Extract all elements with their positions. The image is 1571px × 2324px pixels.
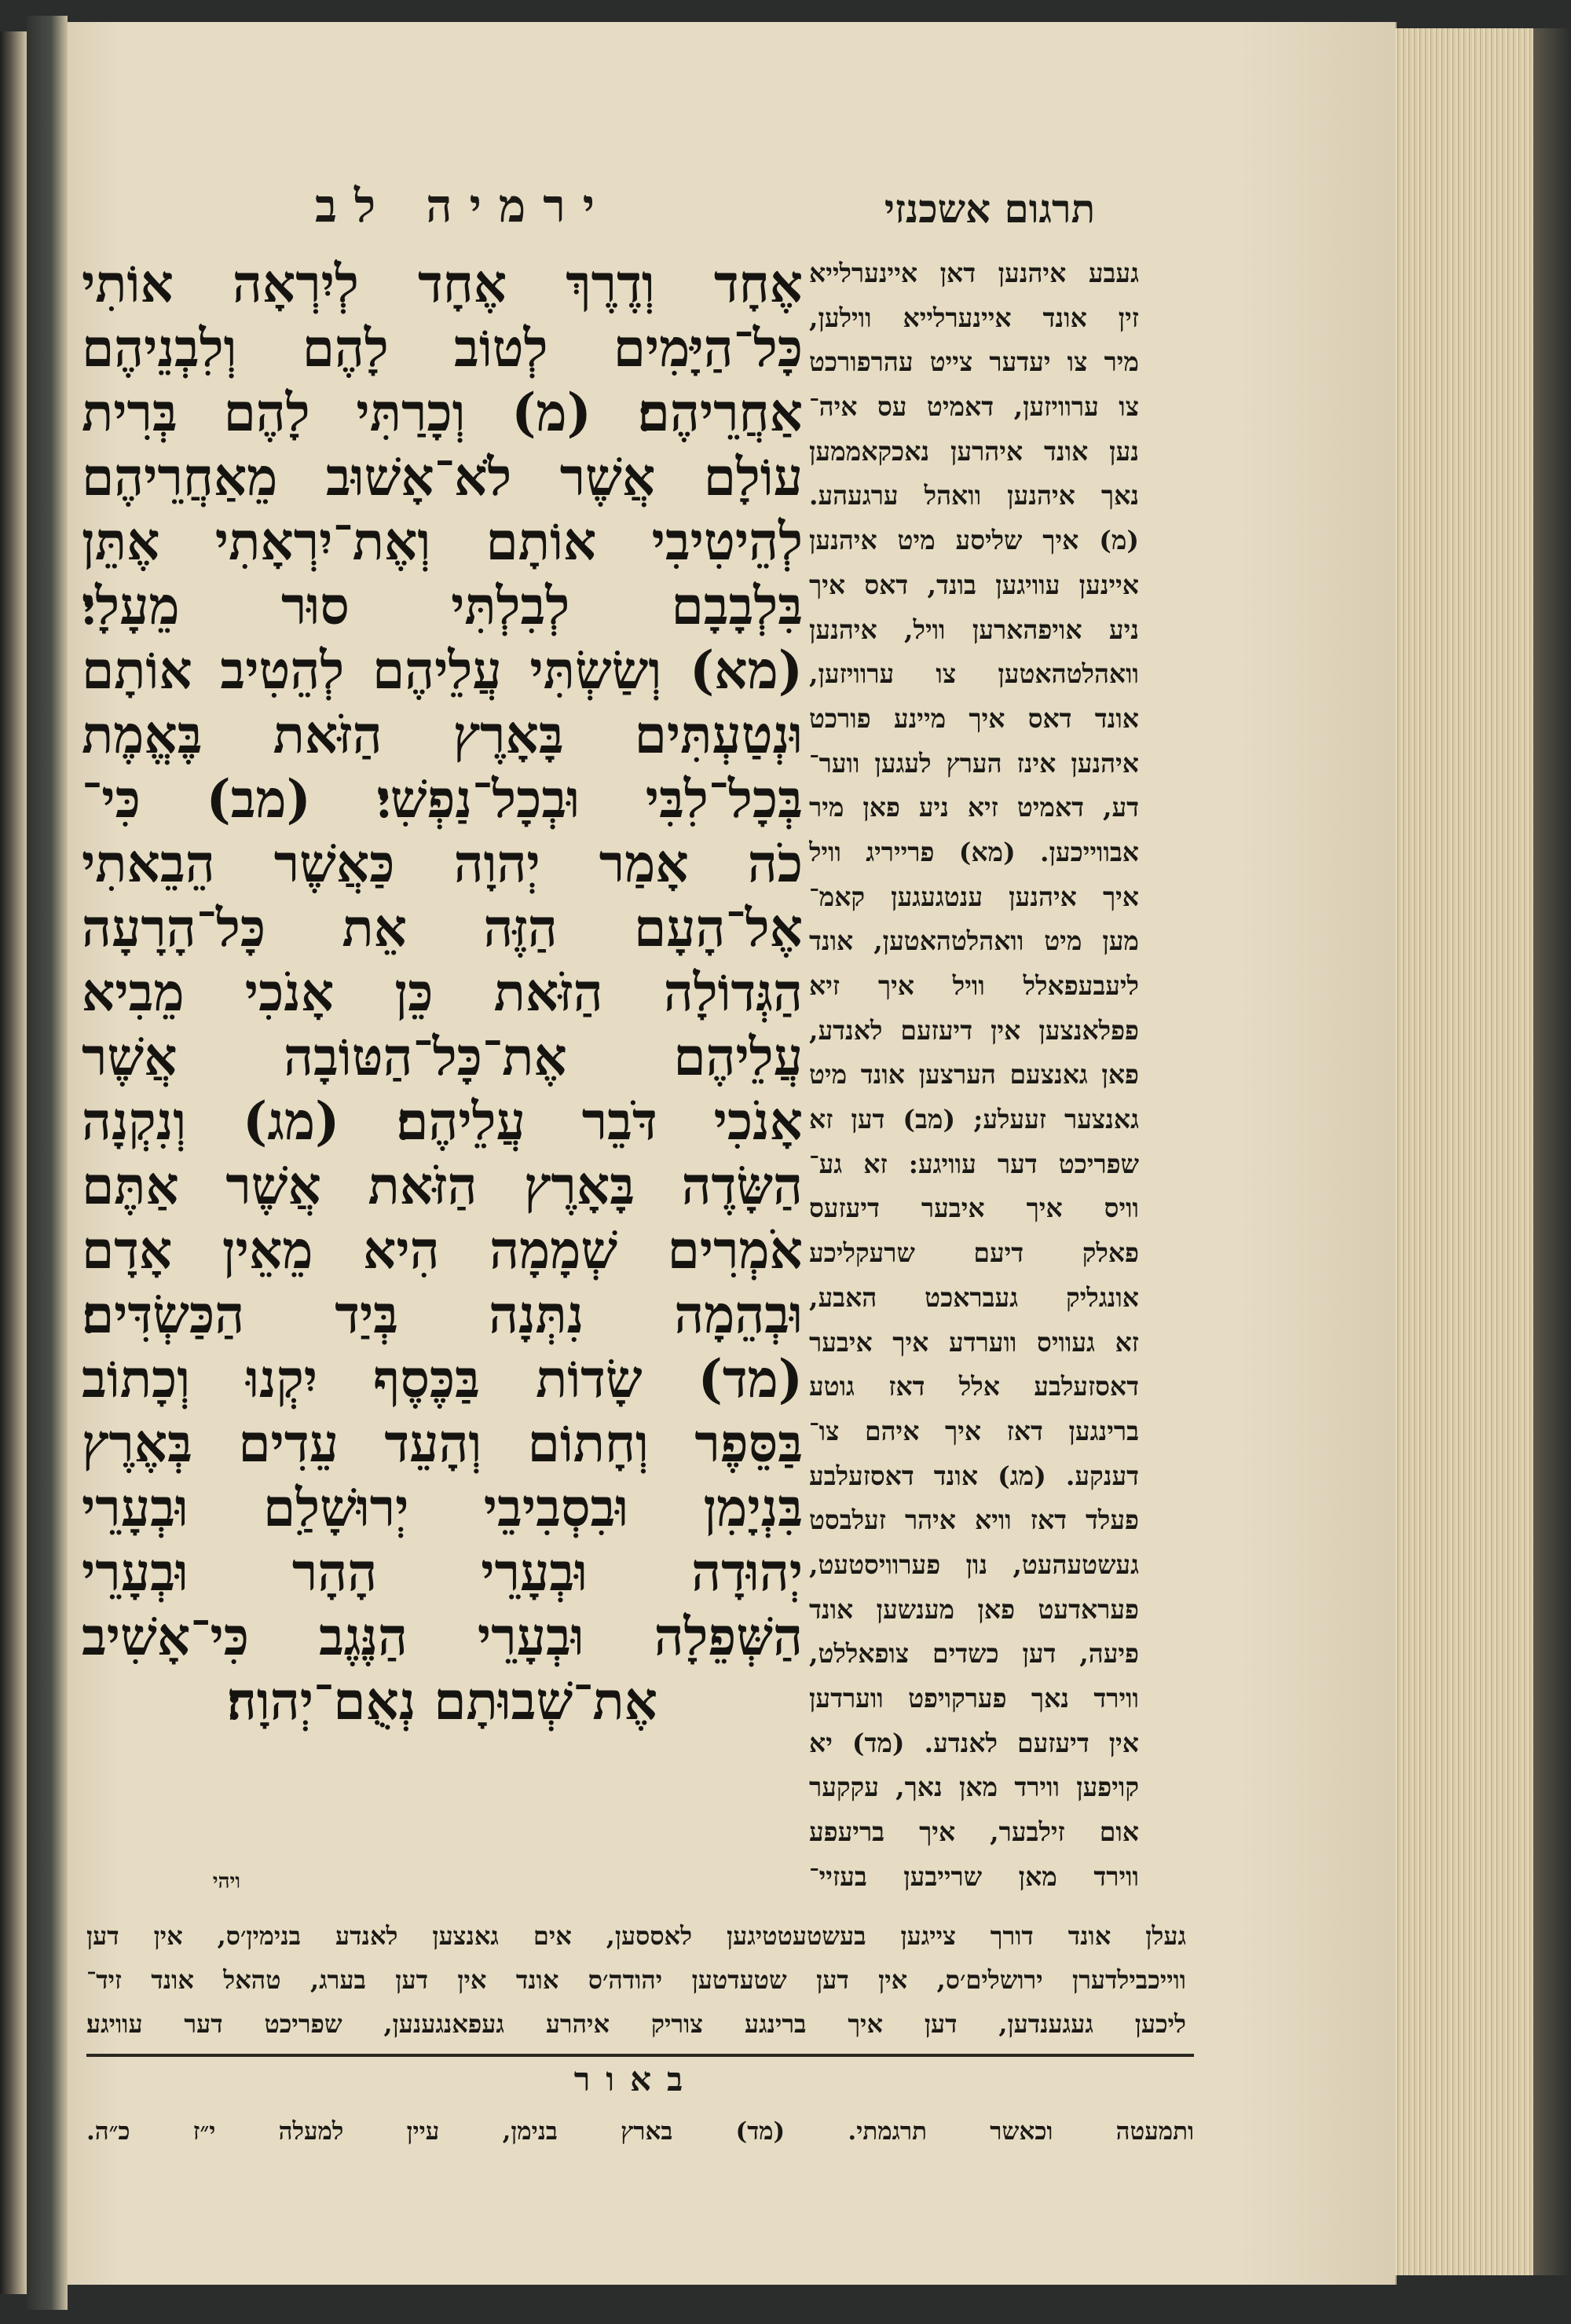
translation-line: איהנען אינז הערץ לעגען ווער־ bbox=[809, 747, 1139, 779]
page-stack-edge bbox=[1395, 28, 1536, 2275]
hebrew-line: בִּנְיָמִן וּבִסְבִיבֵי יְרוּשָׁלִַם וּבְעָרֵי bbox=[82, 1477, 803, 1538]
translation-line: זא געוויס ווערדע איך איבער bbox=[809, 1326, 1139, 1358]
hebrew-line: כָּל־הַיָּמִים לְטוֹב לָהֶם וְלִבְנֵיהֶם bbox=[82, 317, 803, 379]
continuation-line: געלן אונד דורך צייגען בעשטעטטיגען לאססען, אים גאנצען לאנדע בנימין׳ס, אין דען bbox=[86, 1921, 1186, 1951]
left-page-edge bbox=[0, 31, 27, 2294]
translation-continuation bbox=[86, 1914, 1186, 2055]
hebrew-line: (מא) וְשַׂשְׂתִּי עֲלֵיהֶם לְהֵטִיב אוֹתָם bbox=[82, 640, 803, 701]
catchword: ויהי bbox=[212, 1870, 240, 1893]
hebrew-line: אֶת־שְׁבוּתָם נְאֻם־יְהוָה׃ bbox=[226, 1670, 658, 1732]
translation-column bbox=[809, 251, 1139, 1923]
hebrew-line: אָנֹכִי דֹּבֵר עֲלֵיהֶם׃ (מג) וְנִקְנָה bbox=[82, 1091, 803, 1152]
translation-line: אין דיעזעם לאנדע. (מד) יא bbox=[809, 1727, 1139, 1758]
hebrew-line: אַחֲרֵיהֶם׃ (מ) וְכָרַתִּי לָהֶם בְּרִית bbox=[82, 382, 803, 443]
translation-line: ליעבעפאלל וויל איך זיא bbox=[809, 970, 1139, 1001]
translation-line: פעלד דאז וויא איהר זעלבסט bbox=[809, 1505, 1139, 1536]
translation-line: גאנצער זעעלע; (מב) דען זא bbox=[809, 1104, 1139, 1135]
translation-line: וואהלטהאטען צו ערוויזען, bbox=[809, 658, 1139, 690]
translation-line: ברינגען דאז איך איהם צו־ bbox=[809, 1415, 1139, 1446]
continuation-line: ווייכבילדערן ירושלים׳ס, אין דען שטעדטען יהודה׳ס אונד אין דען בערג, טהאל אונד זיד־ bbox=[86, 1965, 1186, 1995]
continuation-line: ליכען געגענדען, דען איך ברינגע צוריק איהרע געפאנגענען, שפריכט דער עוויגע׃ bbox=[86, 2009, 1186, 2039]
commentary-text: ותמעטה וכאשר תרגמתי. (מד) בארץ בנימן, עיין למעלה י״ז כ״ה. bbox=[86, 2117, 1194, 2146]
translation-line: מיר צו יעדער צייט עהרפורכט bbox=[809, 346, 1139, 378]
translation-line: וויס איך איבער דיעזעס bbox=[809, 1193, 1139, 1224]
hebrew-line: וּבְהֵמָה נִתְּנָה בְּיַד הַכַּשְׂדִּים׃ bbox=[82, 1284, 803, 1345]
translation-line: נען אונד איהרען נאכקאממען bbox=[809, 435, 1139, 467]
horizontal-rule bbox=[86, 2054, 1194, 2057]
translation-line: געשטעהעט, נון פערוויסטעט, bbox=[809, 1549, 1139, 1580]
hebrew-line: (מד) שָׂדוֹת בַּכֶּסֶף יִקְנוּ וְכָתוֹב bbox=[82, 1348, 803, 1409]
hebrew-line: לְהֵיטִיבִי אוֹתָם וְאֶת־יִרְאָתִי אֶתֵּן bbox=[82, 511, 803, 572]
translation-line: פעראדעט פאן מענשען אונד bbox=[809, 1593, 1139, 1625]
translation-line: קויפען ווירד מאן נאך, עקקער bbox=[809, 1772, 1139, 1803]
translation-line: פפלאנצען אין דיעזעם לאנדע, bbox=[809, 1014, 1139, 1046]
translation-line: אונגליק געבראכט האבע, bbox=[809, 1281, 1139, 1313]
translation-line: ניע אויפהארען וויל, איהנען bbox=[809, 614, 1139, 645]
hebrew-text-column bbox=[82, 251, 803, 1941]
book-edge-shadow bbox=[1533, 28, 1571, 2275]
translation-line: דע, דאמיט זיא ניע פאן מיר bbox=[809, 792, 1139, 823]
commentary-heading: באור bbox=[573, 2060, 699, 2099]
translation-line: נאך איהנען וואהל ערגעהע. bbox=[809, 480, 1139, 511]
hebrew-line: וּנְטַעְתִּים בָּאָרֶץ הַזֹּאת בֶּאֱמֶת bbox=[82, 704, 803, 765]
hebrew-line: עֲלֵיהֶם אֶת־כָּל־הַטּוֹבָה אֲשֶׁר bbox=[82, 1026, 803, 1087]
translation-line: צו ערוויזען, דאמיט עס איה־ bbox=[809, 391, 1139, 423]
translation-line: זין אונד איינערלייא ווילען, bbox=[809, 302, 1139, 333]
hebrew-line: הַשְּׁפֵלָה וּבְעָרֵי הַנֶּגֶב כִּי־אָשִׁיב bbox=[82, 1606, 803, 1667]
translation-line: מען מיט וואהלטהאטען, אונד bbox=[809, 926, 1139, 957]
translation-line: איינען עוויגען בונד, דאס איך bbox=[809, 569, 1139, 600]
hebrew-line: אֶל־הָעָם הַזֶּה אֵת כָּל־הָרָעָה bbox=[82, 897, 803, 959]
translation-line: געבע איהנען דאן איינערלייא bbox=[809, 258, 1139, 288]
hebrew-line: אֹמְרִים שְׁמָמָה הִיא מֵאֵין אָדָם bbox=[82, 1219, 803, 1281]
running-head-book-chapter: ירמיה לב bbox=[315, 179, 612, 233]
hebrew-line: הַגְּדוֹלָה הַזֹּאת כֵּן אָנֹכִי מֵבִיא bbox=[82, 962, 803, 1023]
book-spine-gutter bbox=[27, 16, 68, 2310]
translation-line: דאסזעלבע אלל דאז גוטע bbox=[809, 1371, 1139, 1402]
translation-line: פיעה, דען כשדים צופאללט, bbox=[809, 1638, 1139, 1670]
translation-line: דענקע. (מג) אונד דאסזעלבע bbox=[809, 1460, 1139, 1491]
translation-line: פאן גאנצעם הערצען אונד מיט bbox=[809, 1059, 1139, 1091]
translation-line: אונד דאס איך מיינע פורכט bbox=[809, 702, 1139, 734]
hebrew-line: בִּלְבָבָם לְבִלְתִּי סוּר מֵעָלָי׃ bbox=[82, 575, 803, 636]
translation-line: ווירד נאך פערקויפט ווערדען bbox=[809, 1683, 1139, 1714]
hebrew-line: יְהוּדָה וּבְעָרֵי הָהָר וּבְעָרֵי bbox=[82, 1541, 803, 1603]
hebrew-line: כֹה אָמַר יְהוָה כַּאֲשֶׁר הֵבֵאתִי bbox=[82, 833, 803, 894]
running-head-translation: תרגום אשכנזי bbox=[884, 185, 1096, 232]
hebrew-line: הַשָּׂדֶה בָּאָרֶץ הַזֹּאת אֲשֶׁר אַתֶּם bbox=[82, 1155, 803, 1216]
hebrew-line: אֶחָד וְדֶרֶךְ אֶחָד לְיִרְאָה אוֹתִי bbox=[82, 253, 803, 314]
translation-line: אום זילבער, איך בריעפע bbox=[809, 1816, 1139, 1848]
hebrew-line: עוֹלָם אֲשֶׁר לֹא־אָשׁוּב מֵאַחֲרֵיהֶם bbox=[82, 446, 803, 508]
translation-line: אבווייכען. (מא) פרייריג וויל bbox=[809, 836, 1139, 867]
translation-line: פאלק דיעם שרעקליכע bbox=[809, 1237, 1139, 1269]
hebrew-line: בַּסֵּפֶר וְחָתוֹם וְהָעֵד עֵדִים בְּאֶרֶץ bbox=[82, 1413, 803, 1474]
translation-line: איך איהנען ענטגעגען קאמ־ bbox=[809, 881, 1139, 912]
translation-line: ווירד מאן שרייבען בעזיי־ bbox=[809, 1860, 1139, 1892]
translation-line: (מ) איך שליסע מיט איהנען bbox=[809, 525, 1139, 556]
translation-line: שפריכט דער עוויגע: זא גע־ bbox=[809, 1148, 1139, 1179]
hebrew-line: בְּכָל־לִבִּי וּבְכָל־נַפְשִׁי׃ (מב) כִּי־ bbox=[82, 768, 803, 830]
